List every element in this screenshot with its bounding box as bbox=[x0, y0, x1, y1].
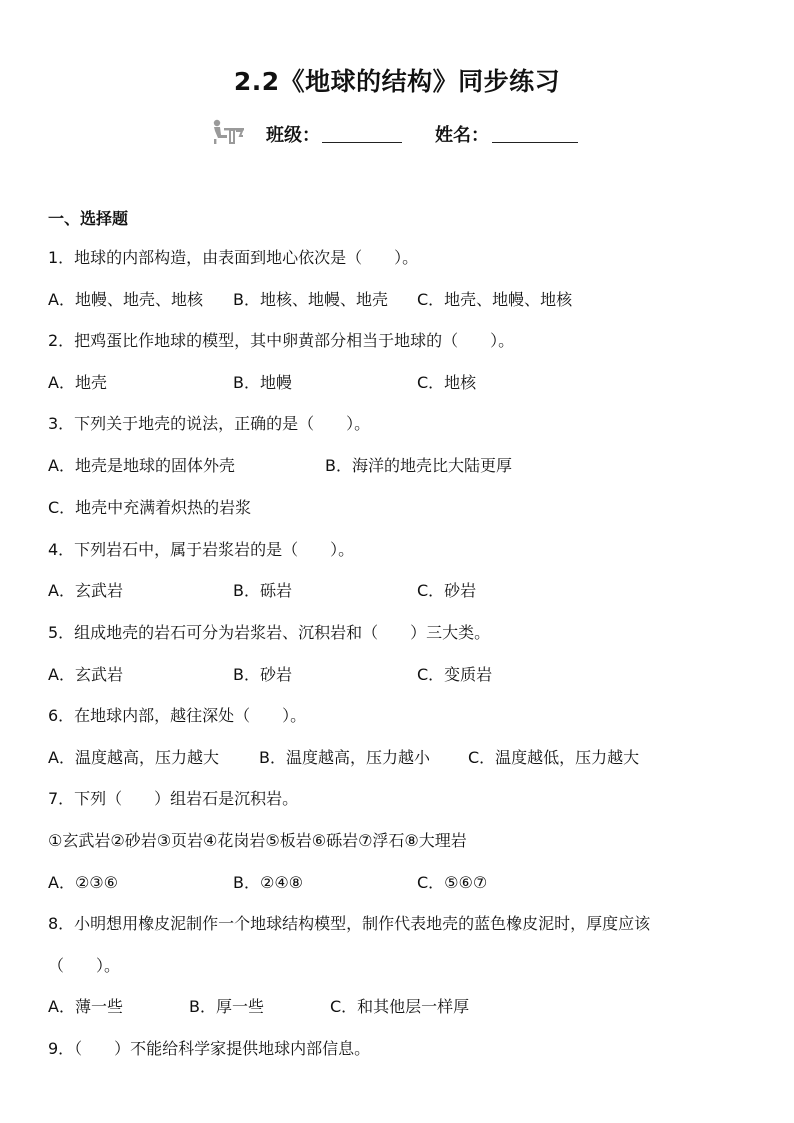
question-8-continued: （ ）。 bbox=[48, 956, 121, 975]
q4-option-c[interactable]: C．砂岩 bbox=[417, 581, 477, 600]
q4-option-b[interactable]: B．砾岩 bbox=[233, 581, 292, 600]
q8-option-b[interactable]: B．厚一些 bbox=[189, 997, 264, 1016]
q2-option-b[interactable]: B．地幔 bbox=[233, 373, 292, 392]
q2-option-c[interactable]: C．地核 bbox=[417, 373, 477, 392]
q3-option-c[interactable]: C．地壳中充满着炽热的岩浆 bbox=[48, 498, 252, 517]
q3-option-a[interactable]: A．地壳是地球的固体外壳 bbox=[48, 456, 235, 475]
q2-option-a[interactable]: A．地壳 bbox=[48, 373, 107, 392]
q8-option-c[interactable]: C．和其他层一样厚 bbox=[330, 997, 470, 1016]
name-label: 姓名： bbox=[435, 125, 489, 146]
q7-option-c[interactable]: C．⑤⑥⑦ bbox=[417, 873, 488, 892]
student-desk-icon bbox=[210, 118, 246, 144]
class-label: 班级： bbox=[266, 125, 320, 146]
q8-option-a[interactable]: A．薄一些 bbox=[48, 997, 123, 1016]
question-1: 1．地球的内部构造，由表面到地心依次是（ ）。 bbox=[48, 248, 419, 267]
q5-option-b[interactable]: B．砂岩 bbox=[233, 665, 292, 684]
class-field[interactable] bbox=[322, 142, 402, 143]
q6-option-c[interactable]: C．温度越低，压力越大 bbox=[468, 748, 640, 767]
question-6: 6．在地球内部，越往深处（ ）。 bbox=[48, 706, 307, 725]
q4-option-a[interactable]: A．玄武岩 bbox=[48, 581, 123, 600]
q3-option-b[interactable]: B．海洋的地壳比大陆更厚 bbox=[325, 456, 512, 475]
q6-option-a[interactable]: A．温度越高，压力越大 bbox=[48, 748, 219, 767]
q5-option-c[interactable]: C．变质岩 bbox=[417, 665, 493, 684]
q6-option-b[interactable]: B．温度越高，压力越小 bbox=[259, 748, 430, 767]
question-2: 2．把鸡蛋比作地球的模型，其中卵黄部分相当于地球的（ ）。 bbox=[48, 331, 515, 350]
section-title: 一、选择题 bbox=[48, 209, 129, 228]
q1-option-b[interactable]: B．地核、地幔、地壳 bbox=[233, 290, 388, 309]
q5-option-a[interactable]: A．玄武岩 bbox=[48, 665, 123, 684]
page-title: 2.2《地球的结构》同步练习 bbox=[233, 67, 561, 96]
question-8: 8．小明想用橡皮泥制作一个地球结构模型，制作代表地壳的蓝色橡皮泥时，厚度应该 bbox=[48, 914, 651, 933]
question-3: 3．下列关于地壳的说法，正确的是（ ）。 bbox=[48, 414, 371, 433]
question-7: 7．下列（ ）组岩石是沉积岩。 bbox=[48, 789, 299, 808]
question-5: 5．组成地壳的岩石可分为岩浆岩、沉积岩和（ ）三大类。 bbox=[48, 623, 491, 642]
q7-option-a[interactable]: A．②③⑥ bbox=[48, 873, 118, 892]
q7-option-b[interactable]: B．②④⑧ bbox=[233, 873, 304, 892]
question-9: 9．（ ）不能给科学家提供地球内部信息。 bbox=[48, 1039, 371, 1058]
q1-option-a[interactable]: A．地幔、地壳、地核 bbox=[48, 290, 203, 309]
question-4: 4．下列岩石中，属于岩浆岩的是（ ）。 bbox=[48, 540, 355, 559]
q7-rock-list: ①玄武岩②砂岩③页岩④花岗岩⑤板岩⑥砾岩⑦浮石⑧大理岩 bbox=[48, 831, 467, 850]
name-field[interactable] bbox=[492, 142, 578, 143]
q1-option-c[interactable]: C．地壳、地幔、地核 bbox=[417, 290, 573, 309]
student-info-line bbox=[0, 118, 794, 148]
